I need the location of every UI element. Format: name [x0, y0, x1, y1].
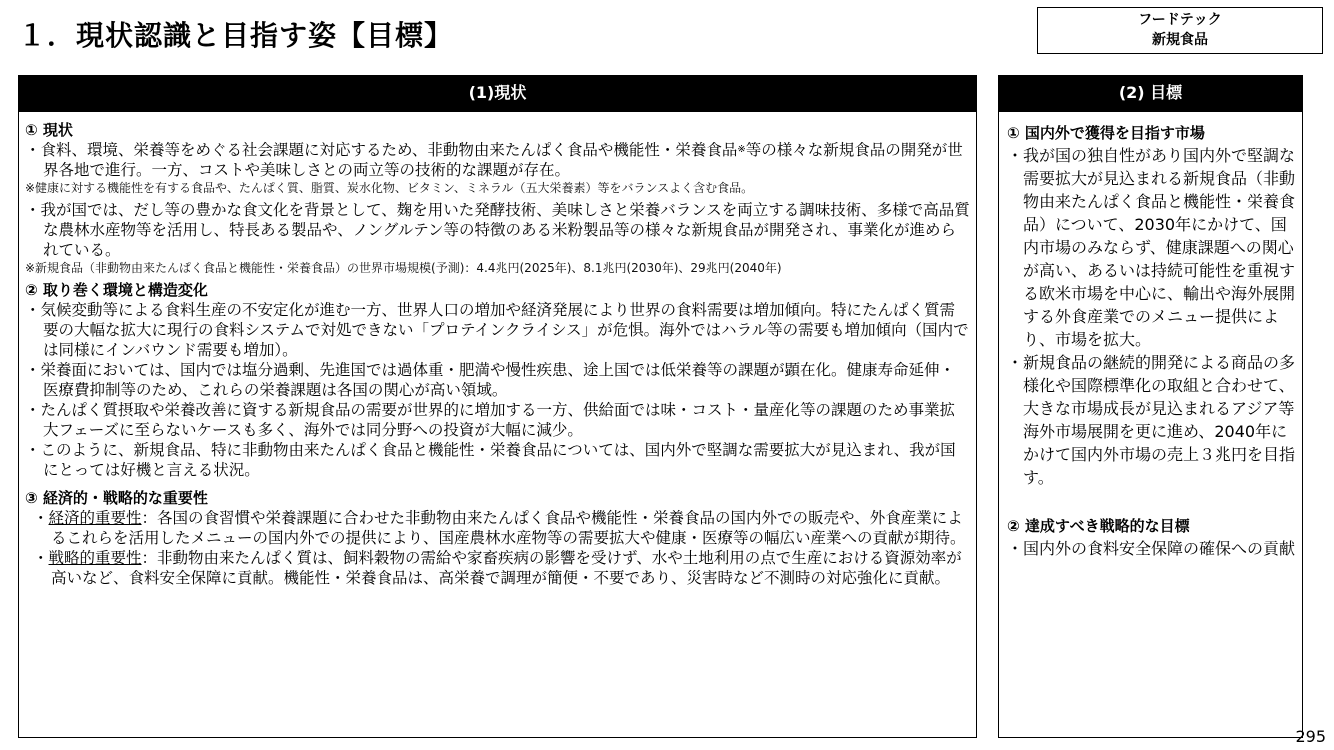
economic-importance-label: 経済的重要性 — [48, 509, 142, 527]
section-current-title: ① 現状 — [25, 121, 73, 139]
category-tag-line1: フードテック — [1138, 12, 1222, 28]
section-strategic-goal-title: ② 達成すべき戦略的な目標 — [1007, 517, 1190, 535]
strategic-importance-text: ：非動物由来たんぱく質は、飼料穀物の需給や家畜疾病の影響を受けず、水や土地利用の点で生産における資源効率が高いなど、食料安全保障に貢献。機能性・栄養食品は、高栄養で調理が簡便・不要であり、災害時など不測時の対応強化に貢献。 — [51, 549, 962, 587]
current-bullet-1-text-a: ・食料、環境、栄養等をめぐる社会課題に対応するため、非動物由来たんぱく食品や機能性・栄養食品 — [25, 141, 738, 159]
section-environment-title: ② 取り巻く環境と構造変化 — [25, 281, 208, 299]
current-status-panel — [18, 75, 977, 738]
category-tag — [1037, 7, 1323, 54]
current-status-header: (1)現状 — [19, 76, 976, 112]
goals-panel — [998, 75, 1303, 738]
section-market-title: ① 国内外で獲得を目指す市場 — [1007, 124, 1205, 142]
environment-bullet-4: ・このように、新規食品、特に非動物由来たんぱく食品と機能性・栄養食品については、国内外で堅調な需要拡大が見込まれ、我が国にとっては好機と言える状況。 — [25, 441, 956, 479]
page-number: 295 — [1295, 727, 1326, 746]
current-bullet-1 — [25, 140, 970, 180]
section-importance-title: ③ 経済的・戦略的な重要性 — [25, 489, 208, 507]
economic-importance-text: ：各国の食習慣や栄養課題に合わせた非動物由来たんぱく食品や機能性・栄養食品の国内外での販売や、外食産業によるこれらを活用したメニューの国内外での提供により、国産農林水産物等の需要拡大や健康・医療等の幅広い産業への貢献が期待。 — [51, 509, 966, 547]
importance-bullet-strategic: ・戦略的重要性：非動物由来たんぱく質は、飼料穀物の需給や家畜疾病の影響を受けず、水や土地利用の点で生産における資源効率が高いなど、食料安全保障に貢献。機能性・栄養食品は、高栄養で調理が簡便・不要であり、災害時など不測時の対応強化に貢献。 — [33, 549, 962, 587]
environment-bullet-3: ・たんぱく質摂取や栄養改善に資する新規食品の需要が世界的に増加する一方、供給面では味・コスト・量産化等の課題のため事業拡大フェーズに至らないケースも多く、海外では同分野への投資が大幅に減少。 — [25, 401, 956, 439]
page-title: １．現状認識と目指す姿【目標】 — [18, 19, 454, 52]
current-bullet-1-text-b: 等の様々な新規食品の開発が世界各地で進行。一方、コストや美味しさとの両立等の技術的な課題が存在。 — [43, 141, 963, 179]
strategic-goal-bullet-1: ・国内外の食料安全保障の確保への貢献 — [1007, 539, 1296, 558]
footnote-mark: ※ — [737, 144, 746, 155]
current-note-2: ※新規食品（非動物由来たんぱく食品と機能性・栄養食品）の世界市場規模(予測)：4.4兆円(2025年)、8.1兆円(2030年)、29兆円(2040年) — [25, 261, 782, 275]
goals-header: (2) 目標 — [999, 76, 1302, 112]
environment-bullet-2: ・栄養面においては、国内では塩分過剰、先進国では過体重・肥満や慢性疾患、途上国では低栄養等の課題が顕在化。健康寿命延伸・医療費抑制等のため、これらの栄養課題は各国の関心が高い領域。 — [25, 361, 956, 399]
strategic-importance-label: 戦略的重要性 — [48, 549, 142, 567]
market-bullet-1: ・我が国の独自性があり国内外で堅調な需要拡大が見込まれる新規食品（非動物由来たんぱく食品と機能性・栄養食品）について、2030年にかけて、国内市場のみならず、健康課題への関心が高い、あるいは持続可能性を重視する欧米市場を中心に、輸出や海外展開する外食産業でのメニュー提供により、市場を拡大。 — [1007, 146, 1296, 349]
goals-body — [999, 112, 1302, 560]
environment-bullet-1: ・気候変動等による食料生産の不安定化が進む一方、世界人口の増加や経済発展により世界の食料需要は増加傾向。特にたんぱく質需要の大幅な拡大に現行の食料システムで対処できない「プロテインクライシス」が危惧。海外ではハラル等の需要も増加傾向（国内では同様にインバウンド需要も増加）。 — [25, 301, 969, 359]
current-status-body — [19, 112, 976, 588]
importance-bullet-economic: ・経済的重要性：各国の食習慣や栄養課題に合わせた非動物由来たんぱく食品や機能性・栄養食品の国内外での販売や、外食産業によるこれらを活用したメニューの国内外での提供により、国産農林水産物等の需要拡大や健康・医療等の幅広い産業への貢献が期待。 — [33, 509, 966, 547]
current-note-1: ※健康に対する機能性を有する食品や、たんぱく質、脂質、炭水化物、ビタミン、ミネラル（五大栄養素）等をバランスよく含む食品。 — [25, 181, 754, 195]
market-bullet-2: ・新規食品の継続的開発による商品の多様化や国際標準化の取組と合わせて、大きな市場成長が見込まれるアジア等海外市場展開を更に進め、2040年にかけて国内外市場の売上３兆円を目指す。 — [1007, 353, 1296, 487]
category-tag-line2: 新規食品 — [1152, 32, 1208, 48]
current-bullet-2: ・我が国では、だし等の豊かな食文化を背景として、麹を用いた発酵技術、美味しさと栄養バランスを両立する調味技術、多様で高品質な農林水産物等を活用し、特長ある製品や、ノングルテン等の特徴のある米粉製品等の様々な新規食品が開発され、事業化が進められている。 — [25, 201, 970, 259]
